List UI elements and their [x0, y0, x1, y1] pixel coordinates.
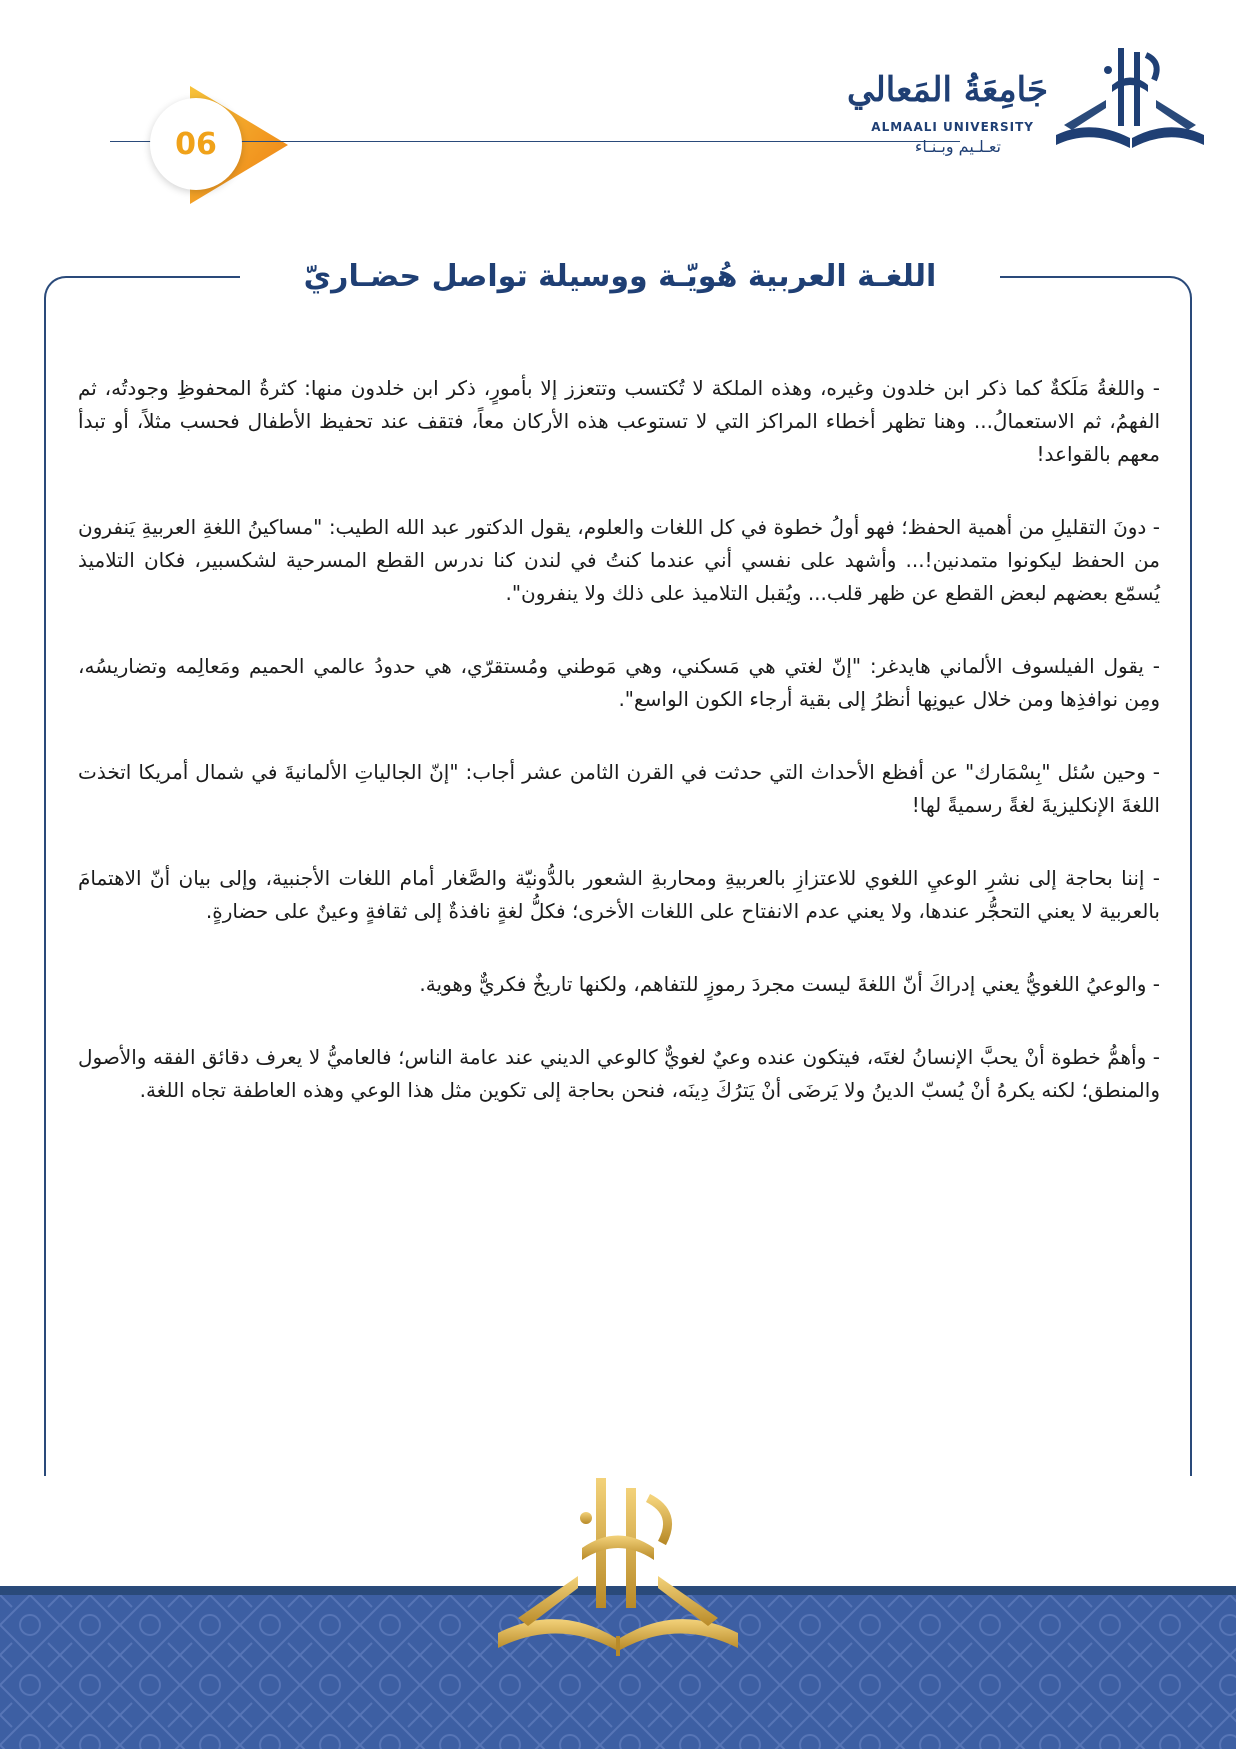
gold-book-logo-icon: [478, 1458, 758, 1658]
university-logo: [786, 30, 1216, 160]
logo-arabic-name: جَامِعَةُ المَعالي: [847, 70, 1048, 110]
page-number: 06: [150, 98, 242, 190]
paragraph-2: - دونَ التقليلِ من أهمية الحفظ؛ فهو أولُ خطوة في كل اللغات والعلوم، يقول الدكتور عبد الله الطيب: "مساكينُ اللغةِ العربيةِ يَنفرون من الحفظ ليكونوا متمدنين!... وأشهد على نفسي أني عندما كنتُ في لندن كنا ندرس القطع المسرحية لشكسبير، فكان التلاميذ يُسمّع بعضهم لبعض القطع عن ظهر قلب... ويُقبل التلاميذ على ذلك ولا ينفرون".: [78, 515, 1160, 605]
paragraph-4: - وحين سُئل "بِسْمَارك" عن أفظع الأحداث التي حدثت في القرن الثامن عشر أجاب: "إنّ الجالياتِ الألمانيةَ في شمال أمريكا اتخذت اللغةَ الإنكليزيةَ لغةً رسميةً لها!: [78, 760, 1160, 817]
logo-slogan: تعـلـيم وبـنـاء: [914, 137, 1001, 156]
open-book-logo-icon: [1046, 30, 1216, 160]
paragraph-3: - يقول الفيلسوف الألماني هايدغر: "إنّ لغتي هي مَسكني، وهي مَوطني ومُستقرّي، هي حدودُ عالمي الحميم ومَعالِمه وتضاريسُه، ومِن نوافذِها ومن خلال عيونِها أنظرُ إلى بقية أرجاء الكون الواسع".: [78, 654, 1160, 711]
article-body: [78, 372, 1160, 1147]
page-title: اللغـة العربية هُويّـة ووسيلة تواصل حضـاريّ: [303, 258, 937, 294]
paragraph-7: - وأهمُّ خطوة أنْ يحبَّ الإنسانُ لغتَه، فيتكون عنده وعيٌ لغويٌّ كالوعي الديني عند عامة الناس؛ فالعاميُّ لا يعرف دقائق الفقه والأصول والمنطق؛ لكنه يكرهُ أنْ يُسبّ الدينُ ولا يَرضَى أنْ يَترُكَ دِينَه، فنحن بحاجة إلى تكوين مثل هذا الوعي وهذه العاطفة تجاه اللغة.: [78, 1045, 1160, 1102]
paragraph-5: - إننا بحاجة إلى نشرِ الوعيِ اللغوي للاعتزازِ بالعربيةِ ومحاربةِ الشعور بالدُّونيّة والصَّغار أمام اللغات الأجنبية، وإلى بيان أنّ الاهتمامَ بالعربية لا يعني التحجُّر عندها، ولا يعني عدم الانفتاح على اللغات الأخرى؛ فكلُّ لغةٍ نافذةٌ إلى ثقافةٍ وعينٌ على حضارةٍ.: [78, 866, 1160, 923]
paragraph-6: - والوعيُ اللغويُّ يعني إدراكَ أنّ اللغةَ ليست مجردَ رموزٍ للتفاهم، ولكنها تاريخٌ فكريٌّ وهوية.: [419, 972, 1160, 996]
paragraph-1: - واللغةُ مَلَكةٌ كما ذكر ابن خلدون وغيره، وهذه الملكة لا تُكتسب وتتعزز إلا بأمورٍ، ذكر ابن خلدون منها: كثرةُ المحفوظِ وجودتُه، ثم الفهمُ، ثم الاستعمالُ... وهنا تظهر أخطاء المراكز التي لا تستوعب هذه الأركان معاً، فتقف عند تحفيظ الأطفال فحسب مثلاً، أو تبدأ معهم بالقواعد!: [78, 376, 1160, 466]
logo-english-name: ALMAALI UNIVERSITY: [871, 120, 1034, 134]
title-container: [240, 252, 1000, 300]
